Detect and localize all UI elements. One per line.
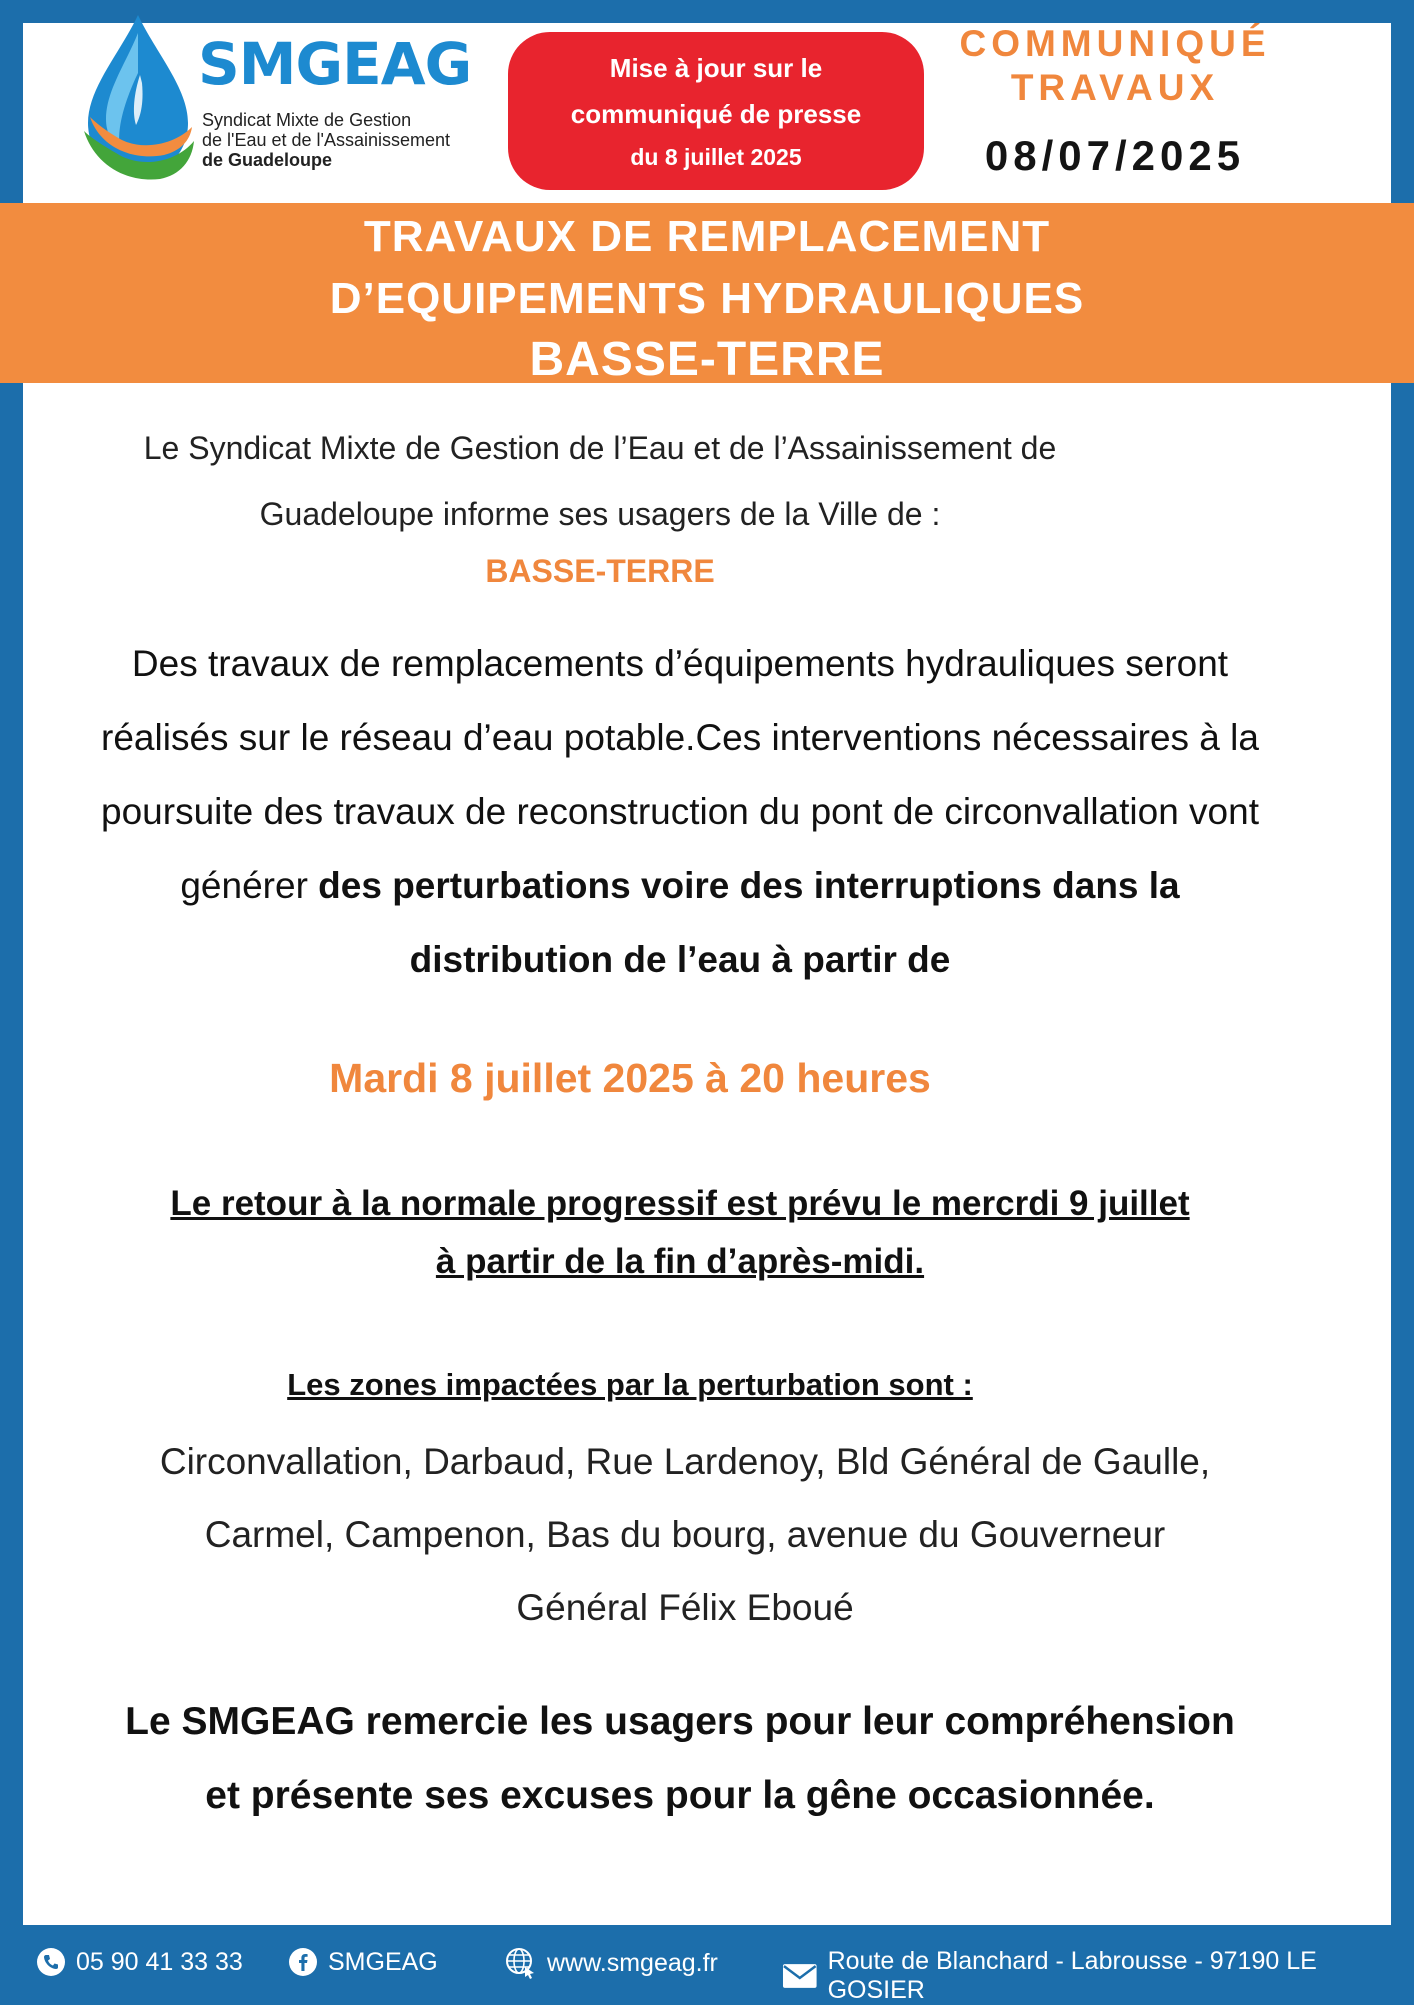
update-badge-line3: du 8 juillet 2025 bbox=[630, 144, 802, 170]
intro-text bbox=[100, 415, 1100, 547]
main-paragraph-regular: Des travaux de remplacements d’équipements hydrauliques seront réalisés sur le réseau d’eau potable.Ces interventions nécessaires à la poursuite des travaux de reconstruction du pont de circonvallation vont générer bbox=[101, 643, 1259, 906]
thanks-message bbox=[80, 1685, 1280, 1833]
footer-address-text: Route de Blanchard - Labrousse - 97190 LE GOSIER bbox=[827, 1947, 1317, 2004]
footer-facebook[interactable] bbox=[288, 1947, 438, 1977]
logo-subtitle-bold: de Guadeloupe bbox=[202, 150, 333, 170]
footer-phone-text: 05 90 41 33 33 bbox=[76, 1947, 243, 1976]
zones-line: Circonvallation, Darbaud, Rue Lardenoy, Bld Général de Gaulle, bbox=[159, 1441, 1211, 1482]
banner-line1: TRAVAUX DE REMPLACEMENT bbox=[363, 212, 1051, 261]
return-notice-line1: Le retour à la normale progressif est prévu le mercrdi 9 juillet bbox=[170, 1184, 1190, 1223]
start-date: Mardi 8 juillet 2025 à 20 heures bbox=[329, 1055, 931, 1101]
main-paragraph-bold: des perturbations voire des interruptions dans la distribution de l’eau à partir de bbox=[318, 865, 1180, 980]
facebook-icon bbox=[288, 1947, 318, 1977]
logo-subtitle bbox=[202, 110, 502, 170]
update-badge-line1: Mise à jour sur le bbox=[609, 53, 823, 83]
city-name: BASSE-TERRE bbox=[485, 553, 715, 589]
logo-subtitle-line: de l'Eau et de l'Assainissement bbox=[202, 130, 451, 150]
footer-website-text: www.smgeag.fr bbox=[547, 1948, 718, 1977]
communique-title-line2: TRAVAUX bbox=[1010, 67, 1220, 108]
logo-name: SMGEAG bbox=[198, 30, 472, 98]
water-drop-logo-icon bbox=[80, 13, 195, 183]
zones-line: Carmel, Campenon, Bas du bourg, avenue du Gouverneur bbox=[204, 1514, 1166, 1555]
title-banner bbox=[0, 203, 1414, 386]
footer-phone[interactable] bbox=[36, 1947, 243, 1977]
envelope-icon bbox=[782, 1963, 818, 1989]
footer-website[interactable] bbox=[505, 1947, 718, 1979]
intro-line2: Guadeloupe informe ses usagers de la Ville de : bbox=[259, 496, 941, 532]
zones-list bbox=[90, 1425, 1280, 1644]
banner-line3: BASSE-TERRE bbox=[529, 333, 885, 386]
intro-line1: Le Syndicat Mixte de Gestion de l’Eau et de l’Assainissement de bbox=[143, 430, 1057, 466]
zones-heading: Les zones impactées par la perturbation sont : bbox=[287, 1367, 973, 1402]
update-badge-line2: communiqué de presse bbox=[570, 99, 862, 129]
thanks-line1: Le SMGEAG remercie les usagers pour leur compréhension bbox=[125, 1700, 1235, 1743]
logo-subtitle-line: Syndicat Mixte de Gestion bbox=[202, 110, 412, 130]
phone-icon bbox=[36, 1947, 66, 1977]
communique-title bbox=[930, 22, 1300, 110]
smgeag-logo bbox=[80, 13, 580, 193]
main-paragraph bbox=[90, 627, 1270, 997]
communique-title-line1: COMMUNIQUÉ bbox=[959, 23, 1271, 64]
globe-icon bbox=[505, 1947, 537, 1979]
update-badge bbox=[508, 32, 924, 190]
return-notice-line2: à partir de la fin d’après-midi. bbox=[435, 1242, 925, 1281]
banner-line2: D’EQUIPEMENTS HYDRAULIQUES bbox=[329, 274, 1085, 323]
footer-facebook-text: SMGEAG bbox=[328, 1947, 438, 1976]
zones-line: Général Félix Eboué bbox=[516, 1587, 854, 1628]
footer bbox=[0, 1925, 1414, 2004]
thanks-line2: et présente ses excuses pour la gêne occasionnée. bbox=[205, 1774, 1155, 1817]
return-notice bbox=[90, 1175, 1270, 1291]
footer-address bbox=[782, 1947, 1414, 2005]
communique-date: 08/07/2025 bbox=[984, 132, 1246, 179]
